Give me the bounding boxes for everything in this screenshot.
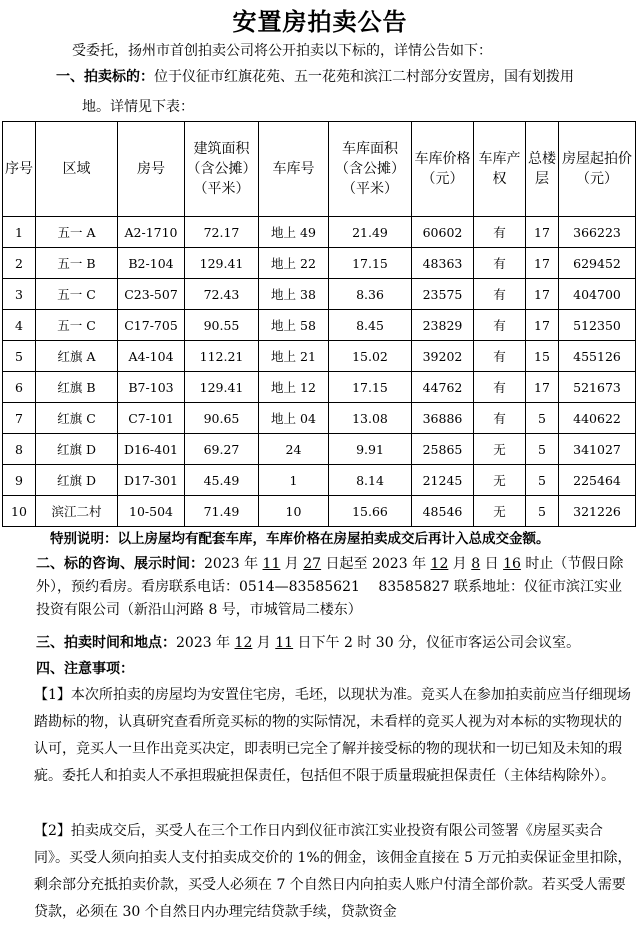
table-cell: 521673 [559,372,636,403]
day-value: 27 [303,556,322,572]
column-header: 序号 [3,122,36,217]
table-cell: 五一 A [36,217,118,248]
table-cell: 129.41 [185,248,259,279]
month-value: 12 [430,556,449,572]
table-cell: 71.49 [185,496,259,527]
table-cell: 5 [526,465,559,496]
table-cell: 地上 49 [259,217,329,248]
table-cell: 红旗 C [36,403,118,434]
table-cell: 地上 58 [259,310,329,341]
table-cell: 1 [259,465,329,496]
table-cell: 72.17 [185,217,259,248]
table-row [3,403,636,434]
column-header: 车库产权 [474,122,526,217]
table-cell: 地上 38 [259,279,329,310]
table-cell: 512350 [559,310,636,341]
table-cell: 1 [3,217,36,248]
table-cell: 无 [474,496,526,527]
intro-text: 受委托，扬州市首创拍卖公司将公开拍卖以下标的，详情公告如下： [72,43,492,59]
table-cell: 21.49 [329,217,412,248]
table-cell: 无 [474,465,526,496]
month-value: 11 [262,556,281,572]
table-cell: 10-504 [118,496,185,527]
table-row [3,465,636,496]
table-cell: 48363 [412,248,474,279]
table-cell: 有 [474,341,526,372]
table-cell: 5 [526,496,559,527]
section-auction-time: 三、拍卖时间和地点：2023 年 12 月 11 日下午 2 时 30 分，仪征市客运公司会议室。 [36,635,581,651]
section-heading: 一、拍卖标的： [56,69,154,85]
table-row [3,279,636,310]
table-cell: 红旗 D [36,465,118,496]
table-cell: A2-1710 [118,217,185,248]
section-consultation: 二、标的咨询、展示时间：2023 年 11 月 27 日起至 2023 年 12 月 8 日 16 时止（节假日除外），预约看房。看房联系电话：0514—83585621 83585827 联系地址：仪征市滨江实业投资有限公司（新沿山河路 8 号，市城管局二楼东） [36,556,624,618]
table-cell: 地上 04 [259,403,329,434]
table-cell: 60602 [412,217,474,248]
table-row [3,341,636,372]
table-cell: 44762 [412,372,474,403]
table-cell: 25865 [412,434,474,465]
table-cell: 有 [474,372,526,403]
table-cell: 129.41 [185,372,259,403]
table-cell: 地上 12 [259,372,329,403]
table-cell: 红旗 A [36,341,118,372]
table-cell: 321226 [559,496,636,527]
table-row [3,496,636,527]
column-header: 车库号 [259,122,329,217]
table-header-row [3,122,636,217]
table-cell: 23829 [412,310,474,341]
table-cell: 225464 [559,465,636,496]
page-title: 安置房拍卖公告 [232,8,408,36]
table-cell: 无 [474,434,526,465]
table-cell: 112.21 [185,341,259,372]
column-header: 车库面积（含公摊）（平米） [329,122,412,217]
table-cell: 地上 21 [259,341,329,372]
table-cell: 15.66 [329,496,412,527]
table-cell: 7 [3,403,36,434]
table-cell: 五一 C [36,279,118,310]
table-cell: 45.49 [185,465,259,496]
table-cell: 有 [474,310,526,341]
table-cell: C23-507 [118,279,185,310]
notice-item-2: 【2】拍卖成交后，买受人在三个工作日内到仪征市滨江实业投资有限公司签署《房屋买卖合同》。买受人须向拍卖人支付拍卖成交价的 1%的佣金，该佣金直接在 5 万元拍卖保证金里扣除，剩余部分充抵拍卖价款，买受人必须在 7 个自然日内向拍卖人账户付清全部价款。若买受人需要贷款，必须在 30 个自然日内办理完结贷款手续，贷款资金 [34,823,632,920]
table-cell: 3 [3,279,36,310]
table-cell: D16-401 [118,434,185,465]
table-cell: 红旗 B [36,372,118,403]
table-row [3,217,636,248]
column-header: 建筑面积（含公摊）（平米） [185,122,259,217]
table-cell: 341027 [559,434,636,465]
section-text-continued: 地。详情见下表： [82,99,194,115]
table-cell: 15 [526,341,559,372]
section-auction-object [56,66,632,88]
table-cell: 629452 [559,248,636,279]
table-cell: 6 [3,372,36,403]
table-cell: 17 [526,248,559,279]
column-header: 车库价格（元） [412,122,474,217]
section-text: 位于仪征市红旗花苑、五一花苑和滨江二村部分安置房，国有划拨用 [154,69,574,85]
table-cell: 滨江二村 [36,496,118,527]
table-cell: 72.43 [185,279,259,310]
table-cell: 有 [474,403,526,434]
table-cell: 10 [3,496,36,527]
table-cell: 404700 [559,279,636,310]
day-value: 8 [471,556,481,572]
table-cell: 17 [526,217,559,248]
table-cell: 5 [526,434,559,465]
table-row [3,372,636,403]
table-cell: 有 [474,279,526,310]
notice-item-1: 【1】本次所拍卖的房屋均为安置住宅房，毛坯，以现状为准。竞买人在参加拍卖前应当仔细现场踏勘标的物，认真研究查看所竞买标的物的实际情况，未看样的竞买人视为对本标的实物现状的认可，竞买人一旦作出竞买决定，即表明已完全了解并接受标的物的现状和一切已知及未知的瑕疵。委托人和拍卖人不承担瑕疵担保责任，包括但不限于质量瑕疵担保责任（主体结构除外）。 [34,687,631,784]
table-cell: A4-104 [118,341,185,372]
table-cell: 5 [526,403,559,434]
table-cell: 13.08 [329,403,412,434]
hour-value: 16 [503,556,521,572]
table-cell: B7-103 [118,372,185,403]
table-cell: 红旗 D [36,434,118,465]
table-cell: 地上 22 [259,248,329,279]
table-cell: 2 [3,248,36,279]
table-cell: 17 [526,372,559,403]
special-note: 特别说明：以上房屋均有配套车库，车库价格在房屋拍卖成交后再计入总成交金额。 [50,531,550,547]
table-cell: 9.91 [329,434,412,465]
table-cell: 69.27 [185,434,259,465]
table-cell: 15.02 [329,341,412,372]
table-cell: 8.36 [329,279,412,310]
table-cell: 21245 [412,465,474,496]
table-cell: 23575 [412,279,474,310]
table-cell: 5 [3,341,36,372]
table-cell: 440622 [559,403,636,434]
table-cell: 17.15 [329,372,412,403]
table-cell: 有 [474,248,526,279]
table-cell: 17.15 [329,248,412,279]
table-cell: 五一 C [36,310,118,341]
column-header: 区域 [36,122,118,217]
table-row [3,310,636,341]
table-cell: B2-104 [118,248,185,279]
table-cell: 8.45 [329,310,412,341]
section-heading: 三、拍卖时间和地点： [36,635,176,651]
table-cell: 90.55 [185,310,259,341]
table-cell: 17 [526,279,559,310]
column-header: 房屋起拍价（元） [559,122,636,217]
section-notes-heading: 四、注意事项： [36,661,134,677]
table-cell: 455126 [559,341,636,372]
section-heading: 二、标的咨询、展示时间： [36,556,204,572]
table-cell: 39202 [412,341,474,372]
table-cell: C17-705 [118,310,185,341]
table-cell: 48546 [412,496,474,527]
table-row [3,248,636,279]
table-cell: 17 [526,310,559,341]
table-cell: 10 [259,496,329,527]
table-cell: 24 [259,434,329,465]
month-value: 12 [234,635,253,651]
table-cell: 90.65 [185,403,259,434]
table-cell: 五一 B [36,248,118,279]
table-cell: 366223 [559,217,636,248]
table-cell: 4 [3,310,36,341]
table-cell: 8 [3,434,36,465]
property-table [2,121,636,527]
table-row [3,434,636,465]
table-cell: 9 [3,465,36,496]
column-header: 总楼层 [526,122,559,217]
table-cell: 8.14 [329,465,412,496]
table-cell: C7-101 [118,403,185,434]
table-cell: 有 [474,217,526,248]
column-header: 房号 [118,122,185,217]
table-cell: D17-301 [118,465,185,496]
day-value: 11 [275,635,294,651]
table-cell: 36886 [412,403,474,434]
